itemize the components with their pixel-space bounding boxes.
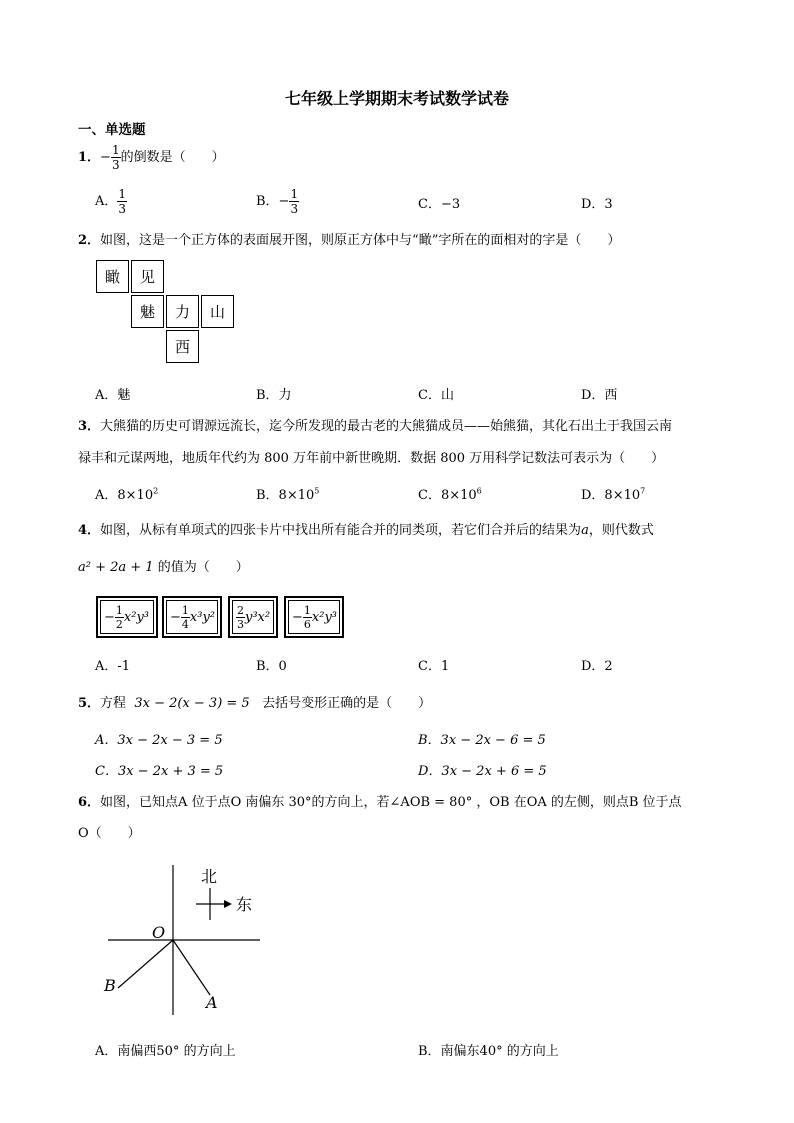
monomial-card: − $\frac{1}{2}$ x²y³ [96, 596, 158, 638]
option-d[interactable]: D．2 [581, 659, 613, 674]
monomial-card: − $\frac{1}{6}$ x²y³ [284, 596, 344, 638]
direction-figure [100, 860, 270, 1020]
ray-oa [173, 940, 210, 995]
option-d[interactable]: D．$8\times 10^7$ [581, 486, 646, 503]
north-label: 北 [201, 867, 218, 886]
question-3: 3．大熊猫的历史可谓源远流长，迄今所发现的最古老的大熊猫成员——始熊猫，其化石出土于我国云南 [78, 419, 673, 434]
option-b[interactable]: B．$8\times 10^5$ [256, 486, 320, 503]
point-a-label: A [206, 993, 218, 1012]
option-d[interactable]: D．西 [581, 388, 618, 403]
option-d[interactable]: D．3 [581, 197, 613, 212]
question-4-line-2: a² + 2a + 1 的值为（ ） [78, 560, 249, 575]
point-b-label: B [104, 976, 116, 995]
expression: a² + 2a + 1 [78, 560, 154, 575]
question-3-line-2: 禄丰和元谋两地，地质年代约为 800 万年前中新世晚期．数据 800 万用科学记数法可表示为（ ） [78, 451, 665, 466]
neg-sign: − [100, 150, 111, 165]
question-2: 2．如图，这是一个正方体的表面展开图，则原正方体中与“瞰”字所在的面相对的字是（ ） [78, 233, 621, 248]
option-b[interactable]: B．力 [256, 388, 292, 403]
net-cell: 魅 [131, 295, 164, 328]
section-heading: 一、单选题 [78, 122, 146, 138]
page-title: 七年级上学期期末考试数学试卷 [284, 89, 509, 108]
option-a[interactable]: A．南偏西50° 的方向上 [95, 1044, 236, 1059]
question-number: 1． [78, 150, 101, 165]
cube-net [96, 260, 236, 366]
option-d[interactable]: D．3x − 2x + 6 = 5 [418, 764, 547, 779]
option-c[interactable]: C．1 [418, 659, 450, 674]
option-a[interactable]: A．魅 [95, 388, 131, 403]
net-cell: 山 [201, 295, 234, 328]
net-cell: 见 [131, 260, 164, 293]
question-text: 如图，这是一个正方体的表面展开图，则原正方体中与“瞰”字所在的面相对的字是（ ） [100, 233, 621, 248]
question-6: 6．如图，已知点A 位于点O 南偏东 30°的方向上，若∠AOB = 80° ，OB 在OA 的左侧，则点B 位于点 [78, 795, 682, 810]
option-b[interactable]: B．南偏东40° 的方向上 [418, 1044, 559, 1059]
option-a[interactable]: A．3x − 2x − 3 = 5 [95, 733, 223, 748]
monomial-card: $\frac{2}{3}$ y³x² [228, 596, 278, 638]
option-a[interactable]: A． $\frac{1}{3}$ [95, 187, 127, 216]
net-cell: 力 [166, 295, 199, 328]
question-4: 4．如图，从标有单项式的四张卡片中找出所有能合并的同类项，若它们合并后的结果为a，则代数式 [78, 523, 654, 538]
option-c[interactable]: C．山 [418, 388, 454, 403]
option-c[interactable]: C．−3 [418, 197, 461, 212]
net-cell: 瞰 [96, 260, 129, 293]
east-label: 东 [236, 895, 253, 914]
option-b[interactable]: B．− $\frac{1}{3}$ [256, 187, 299, 216]
net-cell: 西 [166, 330, 199, 363]
option-b[interactable]: B．0 [256, 659, 287, 674]
fraction: $\frac{1}{3}$ [111, 143, 120, 172]
option-c[interactable]: C．3x − 2x + 3 = 5 [95, 764, 224, 779]
question-6-line-2: O（ ） [78, 826, 141, 841]
question-1 [78, 144, 225, 171]
question-5: 5．方程 3x − 2(x − 3) = 5 去括号变形正确的是（ ） [78, 696, 432, 711]
option-b[interactable]: B．3x − 2x − 6 = 5 [418, 733, 546, 748]
ray-ob [118, 940, 173, 988]
arrow-icon [224, 900, 232, 908]
equation: 3x − 2(x − 3) = 5 [134, 696, 250, 711]
question-text: 的倒数是（ ） [120, 150, 225, 165]
monomial-card: − $\frac{1}{4}$ x³y² [162, 596, 222, 638]
option-a[interactable]: A．-1 [95, 659, 131, 674]
option-a[interactable]: A．$8\times 10^2$ [95, 486, 159, 503]
point-o-label: O [152, 923, 166, 942]
option-c[interactable]: C．$8\times 10^6$ [418, 486, 482, 503]
